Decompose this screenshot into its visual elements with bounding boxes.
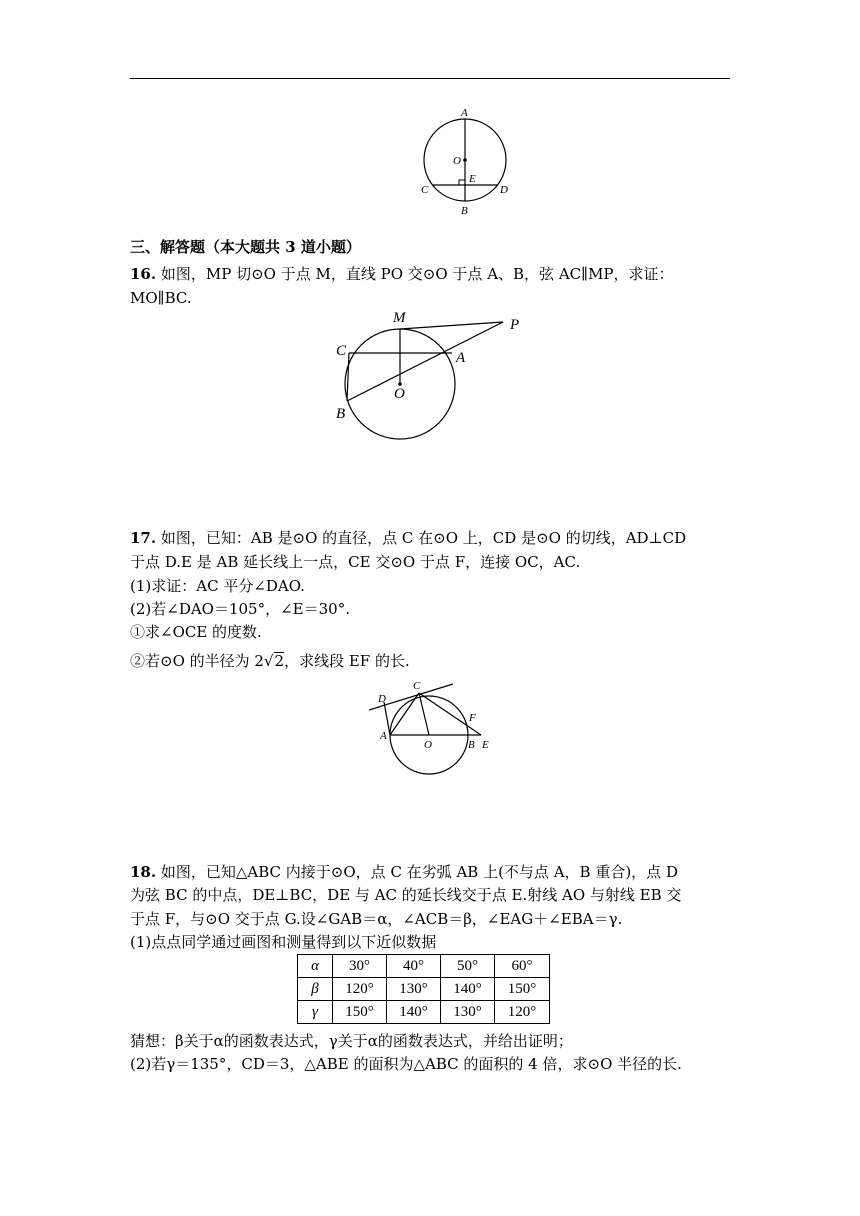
q17-number: 17. [130,529,157,547]
q16-number: 16. [130,265,157,283]
label-o: O [424,739,432,751]
tangent-mp [400,322,503,329]
label-b: B [468,739,475,751]
label-e: E [469,173,476,185]
label-b: B [461,205,468,217]
q17-line2: 于点 D.E 是 AB 延长线上一点，CE 交⊙O 于点 F，连接 OC，AC. [130,553,581,571]
figure-q17 [365,676,500,778]
table-cell: 140° [387,1001,441,1024]
label-c: C [336,343,347,359]
q17-text6-post: ，求线段 EF 的长. [284,652,410,670]
right-angle-mark [459,180,465,185]
q18-line1 [130,861,678,883]
label-m: M [393,310,406,326]
table-row [298,978,550,1001]
table-cell: 130° [441,1001,495,1024]
label-b: B [336,406,346,422]
table-cell: 140° [441,978,495,1001]
data-table [297,954,550,1024]
q18-line4: (1)点点同学通过画图和测量得到以下近似数据 [130,933,437,951]
q17-text6-pre: ②若⊙O 的半径为 2 [130,652,264,670]
q18-line6: (2)若γ＝135°，CD＝3，△ABE 的面积为△ABC 的面积的 4 倍，求⊙O 半径的长. [130,1055,682,1073]
label-o: O [453,155,461,167]
header-rule [130,78,730,79]
table-cell: 30° [333,955,387,978]
label-c: C [413,680,421,692]
q17-line6 [130,650,410,672]
table-cell: 40° [387,955,441,978]
center-dot [463,158,467,162]
q17-line1 [130,527,686,549]
q18-line3: 于点 F，与⊙O 交于点 G.设∠GAB＝α，∠ACB＝β，∠EAG＋∠EBA＝γ. [130,910,623,928]
q18-text1: 如图，已知△ABC 内接于⊙O，点 C 在劣弧 AB 上(不与点 A，B 重合)，点 D [160,863,678,881]
table-cell: 60° [495,955,550,978]
q17-line5: ①求∠OCE 的度数. [130,623,262,641]
figure-q16 [330,305,535,440]
chord-bc [347,353,349,401]
secant-bp [347,322,503,401]
table-cell: β [298,978,333,1001]
q16-line2: MO∥BC. [130,289,192,307]
q17-line3: (1)求证：AC 平分∠DAO. [130,577,305,595]
table-cell: 150° [333,1001,387,1024]
table-cell: 150° [495,978,550,1001]
table-cell: γ [298,1001,333,1024]
sqrt-radicand: 2 [274,652,285,670]
label-f: F [469,712,476,724]
table-cell: 120° [333,978,387,1001]
label-a: A [456,350,466,366]
figure-q15 [410,100,520,220]
table-row [298,1001,550,1024]
q17-line4: (2)若∠DAO＝105°，∠E＝30°. [130,600,350,618]
label-a: A [380,730,387,742]
table-row [298,955,550,978]
sqrt-sign: √ [263,652,274,670]
table-cell: 120° [495,1001,550,1024]
q18-number: 18. [130,863,157,881]
q16-text1: 如图，MP 切⊙O 于点 M，直线 PO 交⊙O 于点 A、B，弦 AC∥MP，求证： [160,265,674,283]
label-d: D [500,184,508,196]
q18-line5: 猜想：β关于α的函数表达式，γ关于α的函数表达式，并给出证明； [130,1032,573,1050]
q16-line1 [130,263,674,285]
label-p: P [510,317,520,333]
table-cell: 50° [441,955,495,978]
section-title: 三、解答题（本大题共 3 道小题） [130,238,361,256]
label-o: O [394,386,405,402]
label-c: C [421,184,429,196]
label-d: D [378,693,386,705]
q18-line2: 为弦 BC 的中点，DE⊥BC，DE 与 AC 的延长线交于点 E.射线 AO 与射线 EB 交 [130,886,682,904]
table-cell: 130° [387,978,441,1001]
label-a: A [461,107,468,119]
table-cell: α [298,955,333,978]
q17-text1: 如图，已知：AB 是⊙O 的直径，点 C 在⊙O 上，CD 是⊙O 的切线，AD⊥CD [160,529,687,547]
label-e: E [482,739,489,751]
